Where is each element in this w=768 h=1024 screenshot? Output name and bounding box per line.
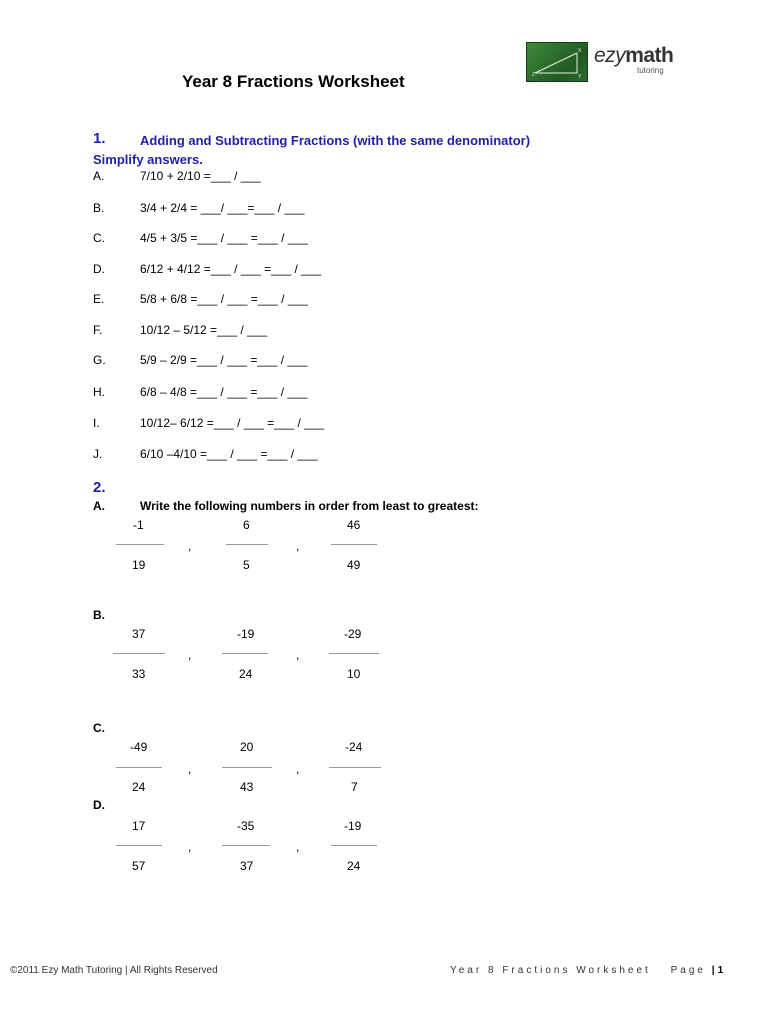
question-label: G. [93, 353, 106, 367]
fraction-bar [222, 845, 270, 846]
fraction-bar [222, 767, 272, 768]
page-title: Year 8 Fractions Worksheet [182, 72, 405, 91]
comma: , [296, 539, 300, 553]
comma: , [296, 762, 300, 776]
fraction-denominator: 10 [347, 667, 361, 681]
fraction-bar [226, 544, 268, 545]
comma: , [296, 840, 300, 854]
fraction-numerator: 17 [132, 819, 146, 833]
fraction-denominator: 33 [132, 667, 146, 681]
fraction-denominator: 43 [240, 780, 254, 794]
fraction-bar [116, 845, 162, 846]
question-label: I. [93, 416, 100, 430]
ezymath-logo [526, 42, 676, 82]
question-text: 3/4 + 2/4 = ___/ ___=___ / ___ [140, 201, 305, 215]
question-text: 6/10 –4/10 =___ / ___ =___ / ___ [140, 447, 318, 461]
fraction-denominator: 24 [239, 667, 253, 681]
logo-wordmark: ezymath [594, 44, 674, 67]
footer-page-number: 1 [717, 965, 727, 976]
fraction-numerator: 20 [240, 740, 254, 754]
fraction-numerator: 46 [347, 518, 361, 532]
question-label: E. [93, 292, 105, 306]
question-label: B. [93, 201, 105, 215]
section-1-number: 1. [93, 130, 106, 147]
comma: , [188, 840, 192, 854]
fraction-denominator: 37 [240, 859, 254, 873]
question-text: 6/8 – 4/8 =___ / ___ =___ / ___ [140, 385, 308, 399]
fraction-denominator: 49 [347, 558, 361, 572]
question-label: C. [93, 231, 105, 245]
section-1-heading: Adding and Subtracting Fractions (with the same denominator) [140, 133, 531, 148]
fraction-numerator: 37 [132, 627, 146, 641]
fraction-bar [113, 653, 165, 654]
question-text: 4/5 + 3/5 =___ / ___ =___ / ___ [140, 231, 308, 245]
section-2-number: 2. [93, 479, 106, 496]
question-text: 6/12 + 4/12 =___ / ___ =___ / ___ [140, 262, 322, 276]
fraction-denominator: 5 [243, 558, 250, 572]
question-text: 10/12– 6/12 =___ / ___ =___ / ___ [140, 416, 325, 430]
fraction-numerator: -35 [237, 819, 255, 833]
question-label: C. [93, 721, 105, 735]
question-label: A. [93, 169, 105, 183]
question-label: B. [93, 608, 105, 622]
logo-subtitle: tutoring [637, 66, 664, 75]
fraction-bar [329, 653, 379, 654]
fraction-denominator: 24 [347, 859, 361, 873]
svg-text:X: X [578, 48, 582, 54]
question-label: J. [93, 447, 103, 461]
fraction-denominator: 19 [132, 558, 146, 572]
fraction-numerator: -19 [237, 627, 255, 641]
fraction-bar [329, 767, 381, 768]
section-1-instruction: Simplify answers. [93, 152, 203, 167]
comma: , [296, 648, 300, 662]
footer-copyright: ©2011 Ezy Math Tutoring | All Rights Reserved [10, 965, 218, 976]
fraction-numerator: -29 [344, 627, 362, 641]
comma: , [188, 762, 192, 776]
svg-text:Y: Y [578, 74, 582, 80]
question-label: H. [93, 385, 105, 399]
question-text: 7/10 + 2/10 =___ / ___ [140, 169, 261, 183]
question-text: 5/8 + 6/8 =___ / ___ =___ / ___ [140, 292, 308, 306]
fraction-bar [222, 653, 268, 654]
question-label: D. [93, 798, 105, 812]
comma: , [188, 539, 192, 553]
question-label: F. [93, 323, 103, 337]
comma: , [188, 648, 192, 662]
fraction-bar [331, 544, 377, 545]
fraction-numerator: -1 [133, 518, 144, 532]
fraction-bar [116, 544, 164, 545]
question-text: 10/12 – 5/12 =___ / ___ [140, 323, 268, 337]
chalkboard-logo-icon [526, 42, 588, 82]
footer-page-word: Page [670, 965, 706, 976]
question-label: A. [93, 499, 105, 513]
footer-doc-title: Year 8 Fractions Worksheet [450, 965, 651, 976]
fraction-bar [331, 845, 377, 846]
fraction-numerator: -19 [344, 819, 362, 833]
fraction-bar [116, 767, 162, 768]
question-text: 5/9 – 2/9 =___ / ___ =___ / ___ [140, 353, 308, 367]
fraction-denominator: 57 [132, 859, 146, 873]
fraction-numerator: -49 [130, 740, 148, 754]
svg-text:Z: Z [532, 72, 536, 78]
fraction-numerator: 6 [243, 518, 250, 532]
section-2-instruction: Write the following numbers in order from least to greatest: [140, 499, 479, 513]
fraction-denominator: 24 [132, 780, 146, 794]
footer-page-info [450, 965, 726, 976]
fraction-denominator: 7 [351, 780, 358, 794]
footer-page-separator: | [711, 965, 718, 976]
fraction-numerator: -24 [345, 740, 363, 754]
question-label: D. [93, 262, 105, 276]
